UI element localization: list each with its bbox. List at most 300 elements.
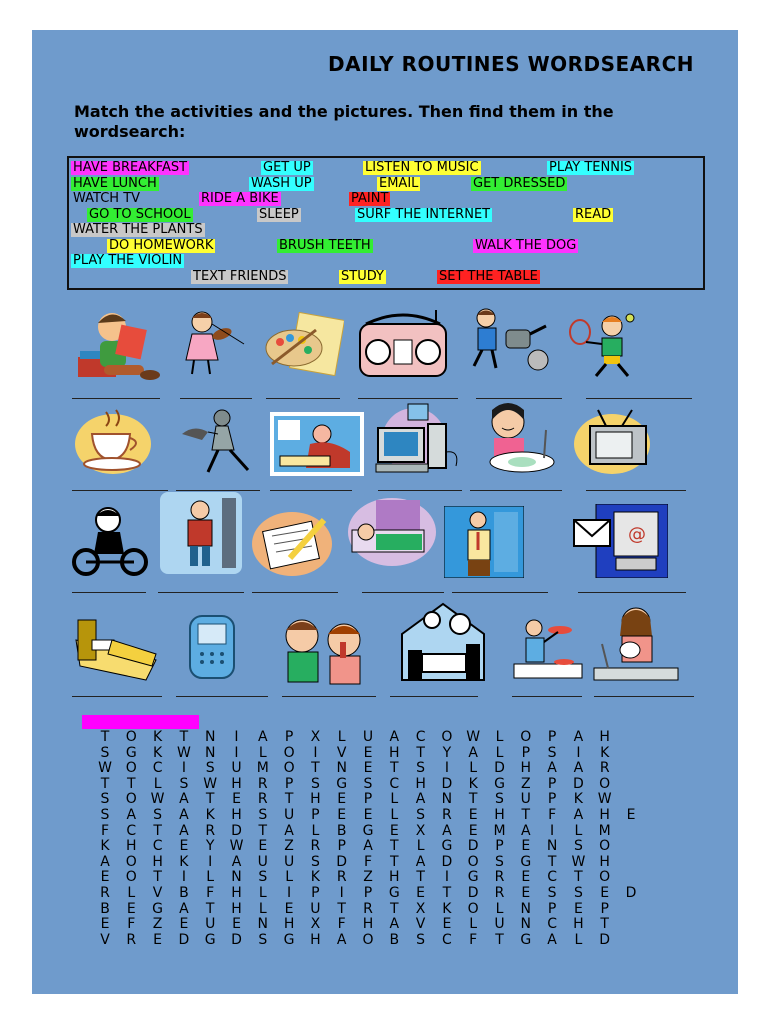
grid-letter[interactable]: P [311, 807, 320, 823]
grid-letter[interactable]: R [126, 931, 137, 948]
grid-letter[interactable]: L [416, 838, 425, 855]
grid-letter[interactable]: E [258, 838, 268, 855]
grid-letter[interactable]: T [311, 760, 320, 777]
grid-letter[interactable]: S [416, 931, 426, 948]
grid-letter[interactable]: L [153, 775, 162, 792]
grid-letter[interactable]: T [337, 900, 346, 917]
grid-letter[interactable]: B [336, 822, 347, 839]
grid-letter[interactable]: R [257, 775, 268, 792]
answer-line[interactable] [578, 592, 686, 593]
grid-letter[interactable]: G [336, 775, 348, 792]
grid-letter[interactable]: G [204, 931, 216, 948]
grid-letter[interactable]: D [625, 885, 637, 901]
grid-letter[interactable]: A [231, 853, 242, 870]
grid-letter[interactable]: U [231, 760, 242, 777]
grid-letter[interactable]: W [597, 791, 612, 808]
grid-letter[interactable]: T [100, 729, 110, 745]
grid-letter[interactable]: O [283, 744, 295, 761]
grid-letter[interactable]: E [626, 807, 636, 823]
grid-letter[interactable]: H [415, 775, 426, 792]
grid-letter[interactable]: M [493, 822, 506, 839]
grid-letter[interactable]: S [547, 885, 557, 901]
grid-letter[interactable]: M [598, 822, 611, 839]
grid-letter[interactable]: L [258, 744, 267, 761]
grid-letter[interactable]: V [415, 916, 426, 933]
answer-line[interactable] [282, 696, 376, 697]
grid-letter[interactable]: G [467, 869, 479, 886]
grid-letter[interactable]: A [126, 807, 137, 823]
grid-letter[interactable]: T [416, 744, 425, 761]
grid-letter[interactable]: E [232, 791, 241, 808]
grid-letter[interactable]: E [363, 760, 373, 777]
answer-line[interactable] [72, 592, 146, 593]
grid-letter[interactable]: I [287, 885, 292, 901]
grid-letter[interactable]: A [547, 931, 557, 948]
grid-letter[interactable]: F [363, 853, 373, 870]
grid-letter[interactable]: A [179, 900, 189, 917]
grid-letter[interactable]: K [442, 900, 452, 917]
grid-letter[interactable]: Z [363, 869, 373, 886]
grid-letter[interactable]: O [467, 853, 479, 870]
grid-letter[interactable]: A [521, 822, 531, 839]
grid-letter[interactable]: O [599, 838, 611, 855]
grid-letter[interactable]: B [179, 885, 189, 901]
grid-letter[interactable]: K [153, 729, 163, 745]
grid-letter[interactable]: L [311, 822, 320, 839]
grid-letter[interactable]: E [600, 885, 610, 901]
grid-letter[interactable]: S [100, 791, 110, 808]
answer-line[interactable] [476, 398, 562, 399]
grid-letter[interactable]: F [127, 916, 136, 933]
answer-line[interactable] [72, 696, 162, 697]
grid-letter[interactable]: H [231, 900, 242, 917]
grid-letter[interactable]: E [521, 869, 531, 886]
grid-letter[interactable]: T [390, 900, 399, 917]
grid-letter[interactable]: L [206, 869, 215, 886]
grid-letter[interactable]: L [469, 916, 478, 933]
grid-letter[interactable]: T [468, 791, 478, 808]
grid-letter[interactable]: A [573, 807, 584, 823]
grid-letter[interactable]: H [389, 744, 400, 761]
grid-letter[interactable]: H [310, 931, 321, 948]
answer-line[interactable] [252, 592, 338, 593]
grid-letter[interactable]: A [415, 853, 426, 870]
grid-letter[interactable]: H [231, 885, 242, 901]
grid-letter[interactable]: W [176, 744, 191, 761]
grid-letter[interactable]: S [573, 885, 583, 901]
grid-letter[interactable]: O [125, 853, 137, 870]
grid-letter[interactable]: E [337, 807, 347, 823]
grid-letter[interactable]: T [284, 791, 294, 808]
grid-letter[interactable]: K [600, 744, 610, 761]
grid-letter[interactable]: A [573, 760, 584, 777]
grid-letter[interactable]: L [469, 760, 478, 777]
grid-letter[interactable]: A [468, 744, 478, 761]
grid-letter[interactable]: D [441, 853, 453, 870]
grid-letter[interactable]: L [285, 869, 293, 886]
answer-line[interactable] [176, 696, 268, 697]
grid-letter[interactable]: D [599, 931, 611, 948]
grid-letter[interactable]: F [206, 885, 215, 901]
grid-letter[interactable]: E [126, 900, 136, 917]
grid-letter[interactable]: U [494, 916, 505, 933]
grid-letter[interactable]: K [573, 791, 583, 808]
grid-letter[interactable]: R [442, 807, 452, 823]
answer-line[interactable] [362, 592, 444, 593]
grid-letter[interactable]: A [179, 822, 189, 839]
grid-letter[interactable]: F [100, 822, 110, 839]
grid-letter[interactable]: N [520, 916, 532, 933]
grid-letter[interactable]: X [415, 900, 426, 917]
grid-letter[interactable]: I [576, 744, 581, 761]
grid-letter[interactable]: R [100, 885, 110, 901]
grid-letter[interactable]: O [283, 760, 295, 777]
grid-letter[interactable]: N [520, 900, 532, 917]
grid-letter[interactable]: L [390, 807, 399, 823]
grid-letter[interactable]: S [495, 791, 504, 808]
grid-letter[interactable]: S [495, 853, 504, 870]
answer-line[interactable] [594, 696, 694, 697]
grid-letter[interactable]: E [100, 869, 110, 886]
grid-letter[interactable]: E [442, 916, 452, 933]
grid-letter[interactable]: A [573, 729, 584, 745]
grid-letter[interactable]: D [467, 885, 479, 901]
grid-letter[interactable]: E [389, 822, 399, 839]
grid-letter[interactable]: T [495, 931, 504, 948]
grid-letter[interactable]: T [179, 729, 189, 745]
grid-letter[interactable]: A [442, 822, 452, 839]
grid-letter[interactable]: G [125, 744, 137, 761]
grid-letter[interactable]: H [573, 916, 584, 933]
grid-letter[interactable]: A [547, 760, 557, 777]
grid-letter[interactable]: E [179, 916, 189, 933]
grid-letter[interactable]: S [100, 744, 110, 761]
grid-letter[interactable]: K [100, 838, 110, 855]
grid-letter[interactable]: I [181, 760, 186, 777]
grid-letter[interactable]: V [336, 744, 347, 761]
grid-letter[interactable]: S [153, 807, 163, 823]
answer-line[interactable] [470, 490, 562, 491]
grid-letter[interactable]: K [205, 807, 215, 823]
grid-letter[interactable]: A [336, 931, 347, 948]
grid-letter[interactable]: D [231, 931, 242, 948]
grid-letter[interactable]: E [100, 916, 110, 933]
grid-letter[interactable]: S [416, 807, 426, 823]
grid-letter[interactable]: W [229, 838, 244, 855]
grid-letter[interactable]: H [389, 869, 400, 886]
grid-letter[interactable]: C [152, 838, 163, 855]
grid-letter[interactable]: P [363, 885, 373, 901]
grid-letter[interactable]: N [546, 838, 558, 855]
grid-letter[interactable]: S [258, 931, 268, 948]
answer-line[interactable] [378, 490, 462, 491]
grid-letter[interactable]: S [258, 807, 268, 823]
grid-letter[interactable]: L [390, 791, 399, 808]
grid-letter[interactable]: D [441, 775, 453, 792]
grid-letter[interactable]: S [310, 775, 320, 792]
grid-letter[interactable]: D [573, 775, 584, 792]
grid-letter[interactable]: E [363, 807, 373, 823]
grid-letter[interactable]: T [416, 869, 425, 886]
grid-letter[interactable]: T [153, 869, 162, 886]
grid-letter[interactable]: C [547, 869, 557, 886]
grid-letter[interactable]: A [363, 838, 373, 855]
grid-letter[interactable]: C [389, 775, 400, 792]
grid-letter[interactable]: T [153, 822, 162, 839]
answer-line[interactable] [452, 592, 548, 593]
grid-letter[interactable]: O [599, 775, 611, 792]
grid-letter[interactable]: S [310, 853, 320, 870]
grid-letter[interactable]: I [444, 869, 449, 886]
grid-letter[interactable]: U [257, 853, 268, 870]
grid-letter[interactable]: U [520, 791, 531, 808]
grid-letter[interactable]: A [258, 729, 268, 745]
answer-line[interactable] [72, 490, 168, 491]
grid-letter[interactable]: E [337, 791, 347, 808]
grid-letter[interactable]: H [231, 807, 242, 823]
grid-letter[interactable]: D [467, 838, 479, 855]
grid-letter[interactable]: G [494, 775, 505, 792]
grid-letter[interactable]: S [205, 760, 215, 777]
grid-letter[interactable]: G [441, 838, 453, 855]
grid-letter[interactable]: F [469, 931, 478, 948]
grid-letter[interactable]: F [548, 807, 557, 823]
grid-letter[interactable]: E [468, 822, 478, 839]
grid-letter[interactable]: O [520, 729, 532, 745]
grid-letter[interactable]: A [389, 729, 400, 745]
grid-letter[interactable]: K [468, 775, 478, 792]
grid-letter[interactable]: W [203, 775, 218, 792]
grid-letter[interactable]: R [494, 885, 505, 901]
answer-line[interactable] [72, 398, 160, 399]
grid-letter[interactable]: E [573, 900, 583, 917]
grid-letter[interactable]: Y [442, 744, 452, 761]
grid-letter[interactable]: R [310, 838, 321, 855]
grid-letter[interactable]: O [125, 869, 137, 886]
grid-letter[interactable]: H [599, 853, 610, 870]
grid-letter[interactable]: P [363, 791, 373, 808]
grid-letter[interactable]: T [390, 760, 399, 777]
grid-letter[interactable]: H [599, 729, 610, 745]
grid-letter[interactable]: P [284, 775, 294, 792]
grid-letter[interactable]: A [415, 791, 426, 808]
grid-letter[interactable]: L [258, 900, 267, 917]
grid-letter[interactable]: X [310, 729, 321, 745]
grid-letter[interactable]: D [494, 760, 505, 777]
grid-letter[interactable]: W [150, 791, 165, 808]
grid-letter[interactable]: R [336, 869, 347, 886]
grid-letter[interactable]: U [310, 900, 321, 917]
answer-line[interactable] [586, 490, 686, 491]
grid-letter[interactable]: C [415, 729, 426, 745]
grid-letter[interactable]: H [126, 838, 137, 855]
grid-letter[interactable]: P [495, 838, 504, 855]
grid-letter[interactable]: L [574, 822, 583, 839]
grid-letter[interactable]: L [258, 885, 267, 901]
grid-letter[interactable]: V [100, 931, 110, 948]
grid-letter[interactable]: P [521, 744, 531, 761]
grid-letter[interactable]: K [153, 744, 163, 761]
grid-letter[interactable]: A [100, 853, 110, 870]
grid-letter[interactable]: T [521, 807, 531, 823]
answer-line[interactable] [180, 398, 252, 399]
grid-letter[interactable]: T [390, 853, 399, 870]
grid-letter[interactable]: Z [521, 775, 531, 792]
grid-letter[interactable]: N [257, 916, 269, 933]
grid-letter[interactable]: E [468, 807, 478, 823]
grid-letter[interactable]: S [100, 807, 110, 823]
grid-letter[interactable]: U [205, 916, 216, 933]
grid-letter[interactable]: K [179, 853, 189, 870]
grid-letter[interactable]: G [520, 853, 532, 870]
grid-letter[interactable]: P [311, 885, 320, 901]
grid-letter[interactable]: K [310, 869, 320, 886]
grid-letter[interactable]: T [574, 869, 583, 886]
grid-letter[interactable]: D [231, 822, 242, 839]
grid-letter[interactable]: D [178, 931, 190, 948]
grid-letter[interactable]: O [125, 760, 137, 777]
grid-letter[interactable]: O [125, 791, 137, 808]
grid-letter[interactable]: C [442, 931, 452, 948]
answer-line[interactable] [358, 398, 458, 399]
grid-letter[interactable]: I [444, 760, 449, 777]
grid-letter[interactable]: R [599, 760, 610, 777]
grid-letter[interactable]: A [179, 807, 189, 823]
grid-letter[interactable]: H [310, 791, 321, 808]
grid-letter[interactable]: W [98, 760, 112, 777]
grid-letter[interactable]: Y [205, 838, 215, 855]
grid-letter[interactable]: T [127, 775, 136, 792]
grid-letter[interactable]: Z [284, 838, 294, 855]
grid-letter[interactable]: C [547, 916, 557, 933]
answer-line[interactable] [266, 398, 340, 399]
grid-letter[interactable]: T [205, 900, 215, 917]
answer-line[interactable] [390, 696, 478, 697]
grid-letter[interactable]: P [284, 729, 294, 745]
answer-line[interactable] [158, 592, 244, 593]
grid-letter[interactable]: U [362, 729, 374, 745]
grid-letter[interactable]: G [152, 900, 164, 917]
grid-letter[interactable]: R [494, 869, 505, 886]
grid-letter[interactable]: E [232, 916, 241, 933]
grid-letter[interactable]: L [495, 744, 504, 761]
grid-letter[interactable]: E [416, 885, 426, 901]
grid-letter[interactable]: B [389, 931, 400, 948]
grid-letter[interactable]: E [153, 931, 163, 948]
grid-letter[interactable]: X [310, 916, 321, 933]
grid-letter[interactable]: P [547, 791, 557, 808]
grid-letter[interactable]: R [205, 822, 216, 839]
grid-letter[interactable]: V [152, 885, 163, 901]
grid-letter[interactable]: L [337, 729, 346, 745]
grid-letter[interactable]: R [257, 791, 268, 808]
grid-letter[interactable]: N [336, 760, 347, 777]
grid-letter[interactable]: I [181, 869, 186, 886]
grid-letter[interactable]: O [467, 900, 479, 917]
grid-letter[interactable]: L [574, 931, 583, 948]
grid-letter[interactable]: T [547, 853, 557, 870]
grid-letter[interactable]: T [390, 838, 399, 855]
grid-letter[interactable]: H [599, 807, 610, 823]
grid-letter[interactable]: M [256, 760, 269, 777]
grid-letter[interactable]: O [599, 869, 611, 886]
grid-letter[interactable]: L [127, 885, 136, 901]
grid-letter[interactable]: I [208, 853, 213, 870]
grid-letter[interactable]: Z [152, 916, 163, 933]
answer-line[interactable] [270, 490, 352, 491]
grid-letter[interactable]: S [573, 838, 583, 855]
grid-letter[interactable]: D [336, 853, 348, 870]
grid-letter[interactable]: T [442, 885, 452, 901]
grid-letter[interactable]: T [100, 775, 110, 792]
grid-letter[interactable]: O [362, 931, 374, 948]
grid-letter[interactable]: L [495, 729, 504, 745]
grid-letter[interactable]: E [521, 885, 531, 901]
grid-letter[interactable]: P [547, 900, 557, 917]
grid-letter[interactable]: I [234, 729, 239, 745]
grid-letter[interactable]: H [520, 760, 532, 777]
grid-letter[interactable]: N [204, 744, 216, 761]
grid-letter[interactable]: T [258, 822, 268, 839]
grid-letter[interactable]: I [313, 744, 318, 761]
answer-line[interactable] [512, 696, 582, 697]
grid-letter[interactable]: P [600, 900, 609, 917]
grid-letter[interactable]: P [547, 775, 557, 792]
grid-letter[interactable]: A [179, 791, 189, 808]
grid-letter[interactable]: H [362, 916, 374, 933]
grid-letter[interactable]: C [152, 760, 163, 777]
grid-letter[interactable]: F [337, 916, 346, 933]
grid-letter[interactable]: N [204, 729, 216, 745]
grid-letter[interactable]: P [337, 838, 346, 855]
grid-letter[interactable]: G [388, 885, 400, 901]
grid-letter[interactable]: S [416, 760, 426, 777]
grid-letter[interactable]: U [283, 853, 295, 870]
grid-letter[interactable]: E [521, 838, 531, 855]
grid-letter[interactable]: E [363, 744, 373, 761]
grid-letter[interactable]: N [441, 791, 453, 808]
grid-letter[interactable]: E [284, 900, 294, 917]
grid-letter[interactable]: B [100, 900, 110, 917]
grid-letter[interactable]: T [600, 916, 609, 933]
grid-letter[interactable]: P [547, 729, 557, 745]
grid-letter[interactable]: A [284, 822, 294, 839]
grid-letter[interactable]: H [494, 807, 505, 823]
grid-letter[interactable]: E [179, 838, 189, 855]
grid-letter[interactable]: W [571, 853, 586, 870]
grid-letter[interactable]: G [520, 931, 532, 948]
grid-letter[interactable]: S [547, 744, 557, 761]
grid-letter[interactable]: C [126, 822, 137, 839]
grid-letter[interactable]: T [205, 791, 215, 808]
grid-letter[interactable]: A [389, 916, 400, 933]
grid-letter[interactable]: G [362, 822, 374, 839]
grid-letter[interactable]: G [283, 931, 295, 948]
grid-letter[interactable]: I [339, 885, 344, 901]
grid-letter[interactable]: O [125, 729, 137, 745]
grid-letter[interactable]: S [363, 775, 373, 792]
grid-letter[interactable]: I [234, 744, 239, 761]
grid-letter[interactable]: H [283, 916, 295, 933]
grid-letter[interactable]: O [441, 729, 453, 745]
grid-letter[interactable]: X [415, 822, 426, 839]
grid-letter[interactable]: N [231, 869, 242, 886]
grid-letter[interactable]: S [258, 869, 268, 886]
grid-letter[interactable]: W [466, 729, 481, 745]
grid-letter[interactable]: L [495, 900, 504, 917]
answer-line[interactable] [176, 490, 260, 491]
grid-letter[interactable]: I [550, 822, 555, 839]
